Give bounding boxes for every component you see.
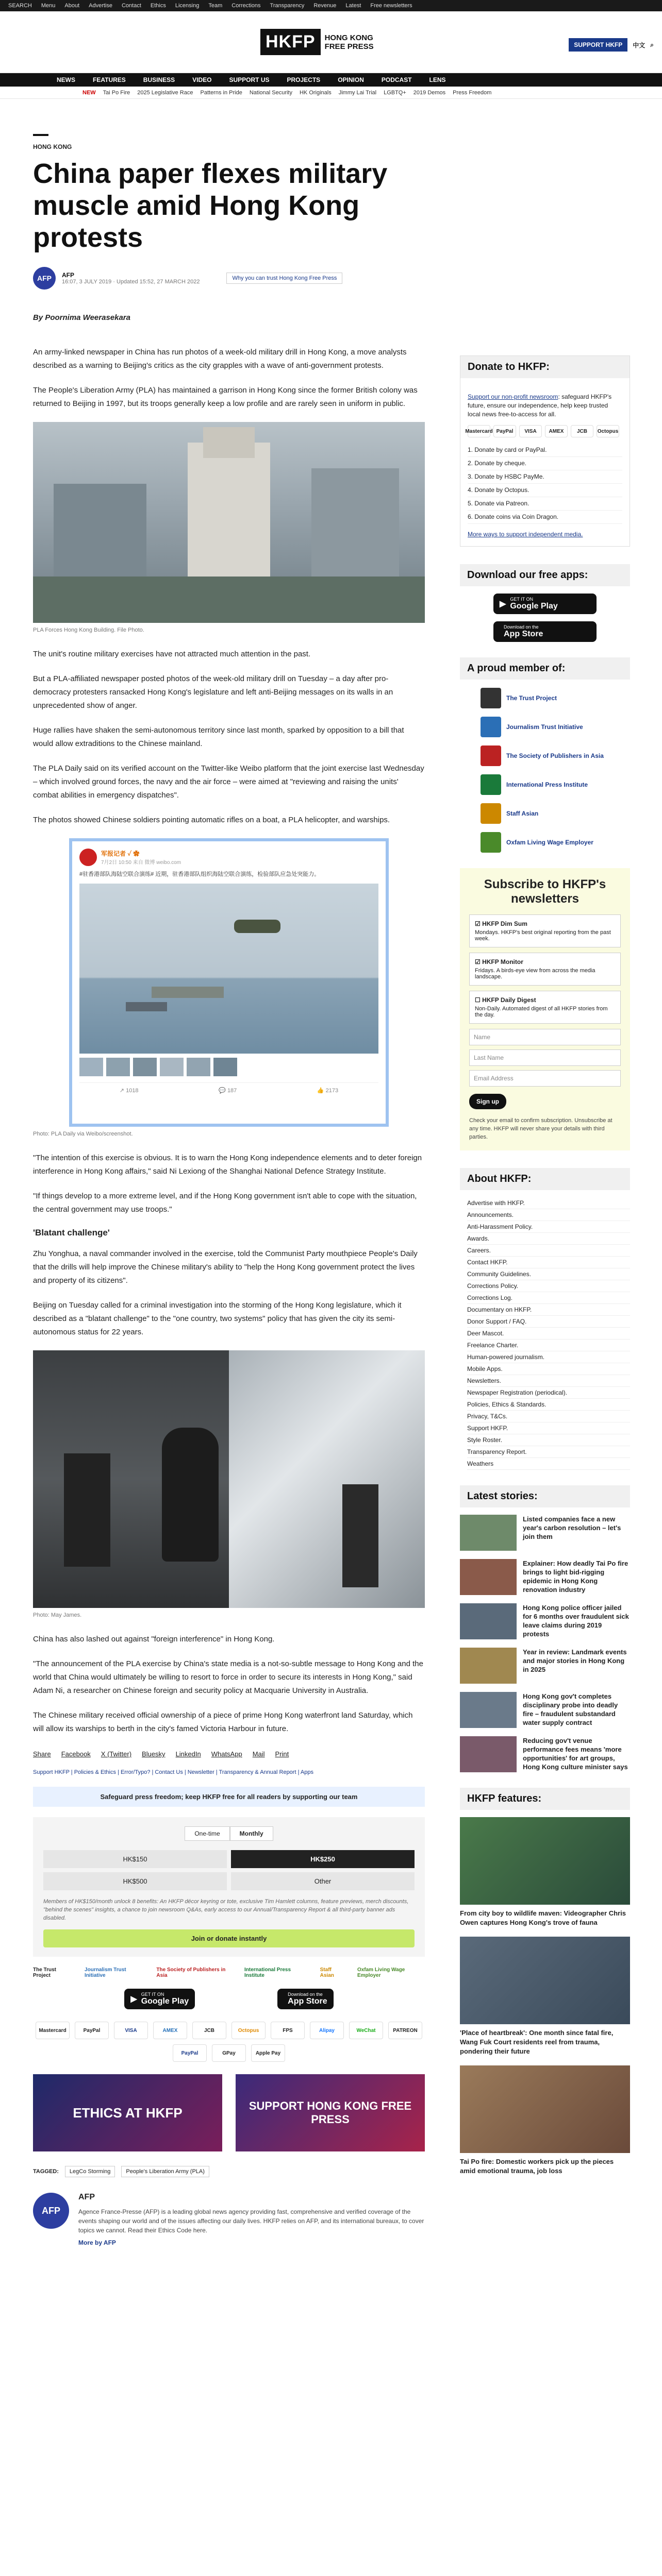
- features-title: HKFP features:: [460, 1788, 630, 1810]
- member-title: A proud member of:: [460, 657, 630, 680]
- promo-row: [33, 2074, 425, 2151]
- octopus-icon: Octopus: [597, 425, 619, 437]
- patreon-icon: PATREON: [388, 2022, 422, 2039]
- amex-icon: AMEX: [153, 2022, 187, 2039]
- support-promo[interactable]: SUPPORT HONG KONG FREE PRESS: [236, 2074, 425, 2151]
- feature-item[interactable]: 'Place of heartbreak': One month since fatal fire, Wang Fuk Court residents reel from trauma, pondering their future: [460, 1937, 630, 2056]
- google-play-button[interactable]: ▶ GET IT ON Google Play: [493, 594, 597, 614]
- gpay-icon: GPay: [212, 2044, 246, 2062]
- share-x[interactable]: X (Twitter): [101, 1750, 132, 1758]
- mastercard-icon: Mastercard: [468, 425, 490, 437]
- wechat-icon: WeChat: [349, 2022, 383, 2039]
- legco-storming-photo: [33, 1350, 425, 1608]
- weibo-header: [79, 849, 378, 866]
- feature-image: [460, 1937, 630, 2024]
- newsletter-title: Subscribe to HKFP's newsletters: [484, 877, 606, 906]
- email-field[interactable]: Email Address: [469, 1070, 621, 1087]
- member-item[interactable]: The Trust Project: [481, 688, 609, 708]
- about-link[interactable]: Style Roster.: [467, 1434, 630, 1446]
- about-link[interactable]: Freelance Charter.: [467, 1340, 630, 1351]
- newsletter-option[interactable]: ☑ HKFP Monitor Fridays. A birds-eye view from across the media landscape.: [469, 953, 621, 986]
- donate-option[interactable]: 1. Donate by card or PayPal.: [468, 444, 622, 457]
- building-top-shape: [203, 427, 255, 458]
- staff-asian-icon: [481, 803, 501, 824]
- about-link[interactable]: Documentary on HKFP.: [467, 1304, 630, 1316]
- helicopter-shape: [234, 920, 280, 933]
- about-link[interactable]: Awards.: [467, 1233, 630, 1245]
- ipi-logo[interactable]: International Press Institute: [244, 1967, 291, 1978]
- more-by-author-link[interactable]: More by AFP: [78, 2239, 116, 2246]
- author-box-body: [78, 2193, 425, 2246]
- header-actions: [569, 38, 654, 52]
- author-box-avatar[interactable]: AFP: [33, 2193, 69, 2229]
- tags-row: [33, 2166, 425, 2177]
- visa-icon: VISA: [519, 425, 542, 437]
- tag[interactable]: LegCo Storming: [65, 2166, 115, 2177]
- trend-item[interactable]: Jimmy Lai Trial: [338, 89, 377, 96]
- features-list: [460, 1817, 630, 2176]
- thumbnail[interactable]: [79, 1058, 103, 1076]
- author-box-bio: Agence France-Presse (AFP) is a leading global news agency providing fast, comprehensive and verified coverage of the events shaping our world and of the issues affecting our daily lives. HKFP relies on AFP, and its international bureaux, to cover topics we cannot. Read their Ethics Code here.: [78, 2208, 424, 2234]
- amount-option[interactable]: HK$150: [43, 1850, 227, 1868]
- payment-methods: [33, 2022, 425, 2062]
- author-line: By Poornima Weerasekara: [33, 313, 130, 322]
- member-logos-row: [33, 1967, 425, 1978]
- weibo-meta: [101, 849, 181, 866]
- about-link[interactable]: Transparency Report.: [467, 1446, 630, 1458]
- like-count[interactable]: 👍 2173: [317, 1088, 339, 1094]
- about-link[interactable]: Policies, Ethics & Standards.: [467, 1399, 630, 1411]
- about-list: [460, 1197, 630, 1470]
- amount-option[interactable]: HK$500: [43, 1872, 227, 1890]
- apple-pay-icon: Apple Pay: [251, 2044, 285, 2062]
- revenue-link[interactable]: Revenue: [313, 3, 337, 9]
- author-avatar[interactable]: AFP: [33, 267, 56, 290]
- top-utility-bar: [0, 0, 662, 11]
- jti-icon: [481, 717, 501, 737]
- nav-podcast[interactable]: PODCAST: [381, 76, 412, 83]
- thumbnail[interactable]: [187, 1058, 210, 1076]
- weibo-text: #驻香港部队海陆空联合演练# 近期，驻香港部队组织海陆空联合演练，检验部队应急处突能力。: [79, 871, 320, 877]
- support-button[interactable]: SUPPORT HKFP: [569, 38, 627, 52]
- comment-count[interactable]: 💬 187: [219, 1088, 237, 1094]
- oxfam-logo[interactable]: Oxfam Living Wage Employer: [357, 1967, 405, 1978]
- menu-link[interactable]: Menu: [41, 3, 56, 9]
- jcb-icon: JCB: [192, 2022, 226, 2039]
- member-item[interactable]: International Press Institute: [481, 774, 609, 795]
- weibo-thumbnails: [79, 1058, 378, 1076]
- staff-asian-logo[interactable]: Staff Asian: [320, 1967, 334, 1978]
- share-bar: [33, 1750, 425, 1758]
- trust-project-icon: [481, 688, 501, 708]
- feature-item[interactable]: From city boy to wildlife maven: Videographer Chris Owen captures Hong Kong's trove of fauna: [460, 1817, 630, 1927]
- latest-item[interactable]: Reducing gov't venue performance fees means 'more opportunities' for art groups, Hong Kong culture minister says: [460, 1736, 630, 1772]
- paragraph: China has also lashed out against "foreign interference" in Hong Kong.: [33, 1635, 275, 1643]
- fps-icon: FPS: [271, 2022, 305, 2039]
- trending-bar: [0, 87, 662, 99]
- latest-item[interactable]: Listed companies face a new year's carbon resolution – let's join them: [460, 1515, 630, 1551]
- nav-video[interactable]: VIDEO: [192, 76, 212, 83]
- about-link[interactable]: Support HKFP.: [467, 1422, 630, 1434]
- name-field[interactable]: Name: [469, 1029, 621, 1045]
- about-link[interactable]: Community Guidelines.: [467, 1268, 630, 1280]
- site-header: [0, 11, 662, 73]
- byline-text: [62, 272, 200, 285]
- amount-option[interactable]: Other: [231, 1872, 415, 1890]
- trust-project-logo[interactable]: The Trust Project: [33, 1967, 57, 1978]
- newsletters-link[interactable]: Free newsletters: [370, 3, 412, 9]
- share-linkedin[interactable]: LinkedIn: [175, 1750, 201, 1758]
- trend-item[interactable]: National Security: [249, 89, 292, 96]
- about-link[interactable]: Weathers: [467, 1458, 630, 1470]
- photo-caption: Photo: PLA Daily via Weibo/screenshot.: [33, 1131, 133, 1137]
- search-link[interactable]: SEARCH: [8, 3, 32, 9]
- warship-shape: [152, 987, 224, 998]
- photo-caption: Photo: May James.: [33, 1612, 82, 1618]
- tagged-label: TAGGED:: [33, 2168, 59, 2175]
- paragraph: Huge rallies have shaken the semi-autonomous territory since last month, sparked by opposition to a bill that would allow extraditions to the Chinese mainland.: [33, 726, 404, 748]
- ipi-icon: [481, 774, 501, 795]
- author-box: [33, 2193, 425, 2246]
- newsletter-option[interactable]: ☑ HKFP Dim Sum Mondays. HKFP's best original reporting from the past week.: [469, 914, 621, 947]
- octopus-icon: Octopus: [231, 2022, 266, 2039]
- trend-item[interactable]: Tai Po Fire: [103, 89, 130, 96]
- about-link[interactable]: Announcements.: [467, 1209, 630, 1221]
- latest-thumbnail: [460, 1648, 517, 1684]
- donate-options: [468, 444, 622, 524]
- logo-text: HONG KONG FREE PRESS: [324, 33, 374, 51]
- tag[interactable]: People's Liberation Army (PLA): [121, 2166, 209, 2177]
- nav-lens[interactable]: LENS: [429, 76, 446, 83]
- paragraph: The People's Liberation Army (PLA) has maintained a garrison in Hong Kong since the former British colony was returned to Beijing in 1997, but its troops generally keep a low profile and are rarely seen in uniform in public.: [33, 386, 418, 408]
- nav-projects[interactable]: PROJECTS: [287, 76, 321, 83]
- feature-item[interactable]: Tai Po fire: Domestic workers pick up the pieces amid emotional trauma, job loss: [460, 2065, 630, 2176]
- paypal-icon: PayPal: [75, 2022, 109, 2039]
- latest-thumbnail: [460, 1692, 517, 1728]
- latest-item[interactable]: Hong Kong police officer jailed for 6 months over fraudulent sick leave claims during 2019 protests: [460, 1603, 630, 1639]
- latest-item[interactable]: Year in review: Landmark events and major stories in Hong Kong in 2025: [460, 1648, 630, 1684]
- thumbnail[interactable]: [213, 1058, 237, 1076]
- donate-box: [460, 355, 630, 547]
- nav-opinion[interactable]: OPINION: [338, 76, 364, 83]
- byline-dates: 16:07, 3 JULY 2019 · Updated 15:52, 27 MARCH 2022: [62, 279, 200, 285]
- byline-source[interactable]: AFP: [62, 272, 74, 279]
- share-print[interactable]: Print: [275, 1750, 289, 1758]
- thumbnail[interactable]: [106, 1058, 130, 1076]
- protester-shape: [64, 1453, 110, 1567]
- sopa-icon: [481, 745, 501, 766]
- paragraph: The PLA Daily said on its verified account on the Twitter-like Weibo platform that the joint exercise last Wednesday – which involved ground forces, the navy and the air force – were aimed at "reviewing and raising the units' combat abilities in emergency dispatches".: [33, 764, 424, 800]
- logo-box: HKFP: [260, 29, 321, 55]
- jti-logo[interactable]: Journalism Trust Initiative: [85, 1967, 126, 1978]
- donate-note: Members of HK$150/month unlock 8 benefits: An HKFP décor keyring or tote, exclusive Tim Hamlett columns, feature previews, merch discounts, "behind the scenes" insights, a chance to join newsroom Q&As, early access to our Annual/Transparency Report & all third-party banner ads disabled.: [43, 1899, 409, 1921]
- trust-link[interactable]: Why you can trust Hong Kong Free Press: [226, 273, 342, 284]
- sopa-logo[interactable]: The Society of Publishers in Asia: [156, 1967, 226, 1978]
- about-link[interactable]: Donor Support / FAQ.: [467, 1316, 630, 1328]
- share-label: Share: [33, 1750, 51, 1758]
- more-ways-link[interactable]: More ways to support independent media.: [468, 531, 583, 538]
- about-link[interactable]: Privacy, T&Cs.: [467, 1411, 630, 1422]
- protester-shape: [342, 1484, 378, 1587]
- subheading: 'Blatant challenge': [33, 1228, 110, 1238]
- app-store-button[interactable]: Download on the App Store: [277, 1989, 333, 2009]
- paragraph: But a PLA-affiliated newspaper posted photos of the week-old military drill on Tuesday – a day after pro-democracy protesters ransacked Hong Kong's legislature and left anti-Beijing messages on its walls in an unprecedented show of anger.: [33, 674, 393, 710]
- sidebar-apps: [460, 594, 630, 642]
- new-badge: NEW: [82, 89, 96, 96]
- weibo-time: 7月2日 10:50 来自 微博 weibo.com: [101, 860, 181, 866]
- main-nav: [0, 73, 662, 87]
- latest-thumbnail: [460, 1559, 517, 1595]
- share-facebook[interactable]: Facebook: [61, 1750, 91, 1758]
- share-whatsapp[interactable]: WhatsApp: [211, 1750, 242, 1758]
- sidebar: [460, 355, 630, 2185]
- paragraph: "If things develop to a more extreme level, and if the Hong Kong government isn't able to cope with the situation, the central government may use troops.": [33, 1192, 417, 1214]
- about-link[interactable]: Contact HKFP.: [467, 1257, 630, 1268]
- donate-option[interactable]: 4. Donate by Octopus.: [468, 484, 622, 497]
- about-link[interactable]: Careers.: [467, 1245, 630, 1257]
- newsletter-option[interactable]: ☐ HKFP Daily Digest Non-Daily. Automated digest of all HKFP stories from the day.: [469, 991, 621, 1024]
- newsletter-note: Check your email to confirm subscription. Unsubscribe at any time. HKFP will never share your details with third parties.: [469, 1117, 613, 1140]
- donate-sub: : safeguard HKFP's future, ensure our independence, help keep trusted local news free-to-access for all.: [468, 393, 612, 418]
- weibo-avatar: [79, 849, 97, 866]
- byline: [33, 267, 425, 290]
- member-item[interactable]: Oxfam Living Wage Employer: [481, 832, 609, 853]
- thumbnail[interactable]: [133, 1058, 157, 1076]
- paragraph: "The announcement of the PLA exercise by China's state media is a not-so-subtle message to Hong Kong and the world that China would ultimately be willing to resort to force in order to secure its interests in Hong Kong," said Adam Ni, a researcher on Chinese foreign and security policy at Macquarie University in Australia.: [33, 1659, 423, 1695]
- tab-monthly[interactable]: Monthly: [230, 1826, 273, 1841]
- weibo-name: 军报记者 ✓ ✿: [101, 850, 140, 857]
- about-link[interactable]: Mobile Apps.: [467, 1363, 630, 1375]
- paragraph: "The intention of this exercise is obvious. It is to warn the Hong Kong independence elements and to deter foreign interference in Hong Kong affairs," said Ni Lexiong of the Shanghai National Defence Strategy Institute.: [33, 1154, 422, 1176]
- trend-item[interactable]: 2019 Demos: [413, 89, 446, 96]
- about-link[interactable]: Deer Mascot.: [467, 1328, 630, 1340]
- nav-news[interactable]: NEWS: [57, 76, 75, 83]
- article-title: China paper flexes military muscle amid Hong Kong protests: [33, 158, 388, 253]
- paragraph: The Chinese military received official ownership of a piece of prime Hong Kong waterfront land Saturday, which will allow its warships to berth in the city's famed Victoria Harbour in future.: [33, 1711, 413, 1733]
- paragraph: The unit's routine military exercises have not attracted much attention in the past.: [33, 650, 311, 658]
- paragraph: Beijing on Tuesday called for a criminal investigation into the storming of the Hong Kong legislature, which it described as a "blatant challenge" to the "one country, two systems" policy that has given the city its semi-autonomous status for 22 years.: [33, 1301, 402, 1336]
- trend-item[interactable]: 2025 Legislative Race: [137, 89, 193, 96]
- latest-item[interactable]: Explainer: How deadly Tai Po fire brings to light bid-rigging epidemic in Hong Kong renovation industry: [460, 1559, 630, 1595]
- visa-icon: VISA: [114, 2022, 148, 2039]
- about-link[interactable]: Corrections Log.: [467, 1292, 630, 1304]
- team-link[interactable]: Team: [208, 3, 223, 9]
- amex-icon: AMEX: [545, 425, 568, 437]
- about-link[interactable]: Corrections Policy.: [467, 1280, 630, 1292]
- jcb-icon: JCB: [571, 425, 593, 437]
- member-item[interactable]: Staff Asian: [481, 803, 609, 824]
- trend-item[interactable]: HK Originals: [299, 89, 332, 96]
- join-button[interactable]: Join or donate instantly: [43, 1929, 415, 1947]
- member-list: [460, 688, 630, 853]
- donate-link[interactable]: Support our non-profit newsroom: [468, 393, 558, 400]
- thumbnail[interactable]: [160, 1058, 184, 1076]
- tab-one-time[interactable]: One-time: [185, 1826, 229, 1841]
- trend-item[interactable]: LGBTQ+: [384, 89, 406, 96]
- safeguard-banner[interactable]: Safeguard press freedom; keep HKFP free for all readers by supporting our team: [33, 1787, 425, 1807]
- nav-business[interactable]: BUSINESS: [143, 76, 175, 83]
- paypal-icon: PayPal: [173, 2044, 207, 2062]
- sidebar-payment-icons: [465, 425, 622, 437]
- protester-shape: [162, 1428, 219, 1562]
- play-icon: ▶: [130, 1995, 137, 2004]
- nav-features[interactable]: FEATURES: [93, 76, 126, 83]
- licensing-link[interactable]: Licensing: [175, 3, 200, 9]
- app-store-button[interactable]: Download on the App Store: [493, 621, 597, 642]
- about-link[interactable]: Newspaper Registration (periodical).: [467, 1387, 630, 1399]
- share-mail[interactable]: Mail: [252, 1750, 265, 1758]
- advertise-link[interactable]: Advertise: [89, 3, 112, 9]
- ethics-link[interactable]: Ethics: [150, 3, 166, 9]
- article-main: [33, 134, 425, 2246]
- feature-image: [460, 2065, 630, 2153]
- apps-title: Download our free apps:: [460, 564, 630, 586]
- about-link[interactable]: About: [64, 3, 80, 9]
- donate-option[interactable]: 5. Donate via Patreon.: [468, 497, 622, 511]
- latest-thumbnail: [460, 1603, 517, 1639]
- play-icon: ▶: [500, 600, 506, 608]
- app-store-row: [33, 1989, 425, 2009]
- trend-item[interactable]: Press Freedom: [453, 89, 492, 96]
- weibo-drill-photo: [79, 884, 378, 1054]
- paypal-icon: PayPal: [493, 425, 516, 437]
- about-link[interactable]: Newsletters.: [467, 1375, 630, 1387]
- contact-link[interactable]: Contact: [121, 3, 141, 9]
- nav-support[interactable]: SUPPORT US: [229, 76, 270, 83]
- donate-option[interactable]: 3. Donate by HSBC PayMe.: [468, 470, 622, 484]
- trend-item[interactable]: Patterns in Pride: [200, 89, 242, 96]
- google-play-button[interactable]: ▶ GET IT ON Google Play: [124, 1989, 195, 2009]
- site-logo[interactable]: [260, 29, 374, 55]
- member-item[interactable]: Journalism Trust Initiative: [481, 717, 609, 737]
- latest-list: [460, 1515, 630, 1772]
- paragraph: An army-linked newspaper in China has run photos of a week-old military drill in Hong Kong, a move analysts described as a warning to Beijing's critics as the city grapples with a wave of anti-government protests.: [33, 348, 407, 370]
- signup-button[interactable]: Sign up: [469, 1094, 506, 1109]
- trees-shape: [33, 577, 425, 623]
- weibo-screenshot: [69, 838, 389, 1127]
- donate-title: Donate to HKFP:: [460, 356, 630, 378]
- corrections-link[interactable]: Corrections: [231, 3, 261, 9]
- latest-thumbnail: [460, 1515, 517, 1551]
- donate-amounts: [43, 1850, 415, 1890]
- newsletter-box: [460, 868, 630, 1150]
- donate-widget: [33, 1817, 425, 1957]
- about-title: About HKFP:: [460, 1168, 630, 1190]
- about-link[interactable]: Human-powered journalism.: [467, 1351, 630, 1363]
- section-rule: [33, 134, 48, 136]
- latest-item[interactable]: Hong Kong gov't completes disciplinary probe into deadly fire – fraudulent substandard water supply contract: [460, 1692, 630, 1728]
- donate-option[interactable]: 6. Donate coins via Coin Dragon.: [468, 511, 622, 524]
- latest-link[interactable]: Latest: [345, 3, 361, 9]
- donate-option[interactable]: 2. Donate by cheque.: [468, 457, 622, 470]
- amount-option-selected[interactable]: HK$250: [231, 1850, 415, 1868]
- oxfam-icon: [481, 832, 501, 853]
- boat-shape: [126, 1002, 167, 1011]
- support-links[interactable]: Support HKFP | Policies & Ethics | Error/Typo? | Contact Us | Newsletter | Transparency & Annual Report | Apps: [33, 1769, 313, 1775]
- latest-title: Latest stories:: [460, 1485, 630, 1507]
- alipay-icon: Alipay: [310, 2022, 344, 2039]
- mastercard-icon: Mastercard: [36, 2022, 70, 2039]
- paragraph: Zhu Yonghua, a naval commander involved in the exercise, told the Communist Party mouthpiece People's Daily that the drills will help improve the Chinese military's ability to "help the Hong Kong government protect the lives and property of its citizens".: [33, 1249, 418, 1285]
- search-icon[interactable]: ⌕: [650, 41, 654, 48]
- share-count[interactable]: ↗ 1018: [119, 1088, 139, 1094]
- latest-thumbnail: [460, 1736, 517, 1772]
- about-link[interactable]: Anti-Harassment Policy.: [467, 1221, 630, 1233]
- donate-body: [460, 385, 630, 546]
- feature-image: [460, 1817, 630, 1905]
- pla-building-photo: [33, 422, 425, 623]
- member-item[interactable]: The Society of Publishers in Asia: [481, 745, 609, 766]
- section-label[interactable]: HONG KONG: [33, 143, 72, 150]
- transparency-link[interactable]: Transparency: [270, 3, 305, 9]
- glass-panel-shape: [229, 1350, 425, 1608]
- weibo-stats: [79, 1082, 378, 1094]
- photo-caption: PLA Forces Hong Kong Building. File Photo.: [33, 627, 144, 633]
- paragraph: The photos showed Chinese soldiers pointing automatic rifles on a boat, a PLA helicopter, and warships.: [33, 816, 390, 824]
- author-box-name[interactable]: AFP: [78, 2193, 95, 2201]
- donate-tabs: [43, 1826, 415, 1841]
- ethics-promo[interactable]: ETHICS AT HKFP: [33, 2074, 222, 2151]
- last-name-field[interactable]: Last Name: [469, 1049, 621, 1066]
- about-link[interactable]: Advertise with HKFP.: [467, 1197, 630, 1209]
- share-bluesky[interactable]: Bluesky: [142, 1750, 166, 1758]
- language-link[interactable]: 中文: [633, 41, 646, 49]
